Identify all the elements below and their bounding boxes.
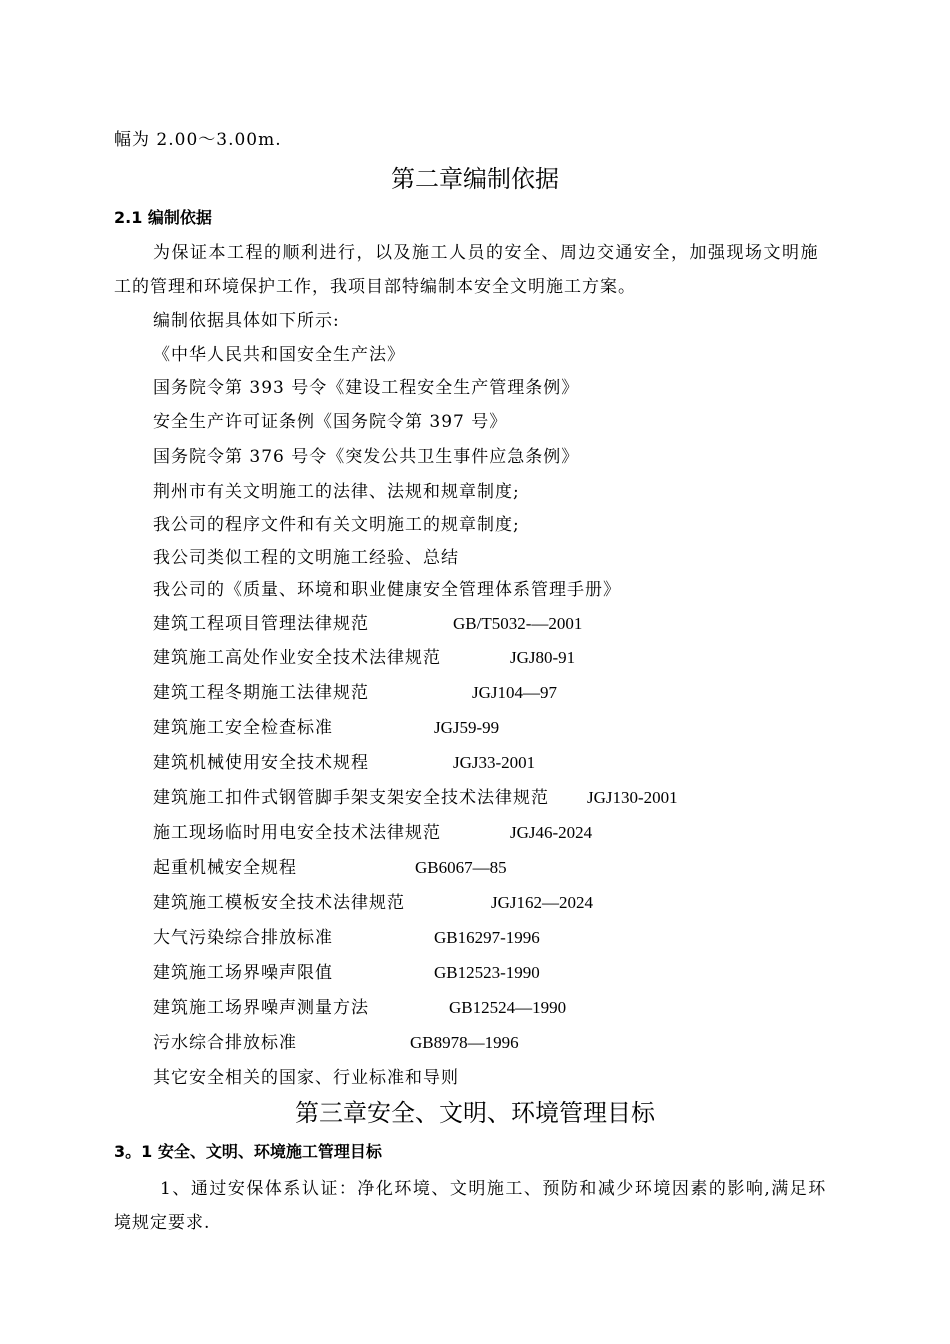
section-3-1-title: 3。1 安全、文明、环境施工管理目标 [114,1142,382,1161]
law-item: 《中华人民共和国安全生产法》 [153,345,405,365]
law-item: 我公司的程序文件和有关文明施工的规章制度; [153,515,520,535]
item-1-line-1: 1、通过安保体系认证：净化环境、文明施工、预防和减少环境因素的影响,满足环 [160,1179,827,1199]
standard-name: 建筑施工场界噪声限值 [153,963,333,983]
standard-name: 建筑机械使用安全技术规程 [153,753,369,773]
standard-name: 建筑施工高处作业安全技术法律规范 [153,648,441,668]
section-2-1-title: 2.1 编制依据 [114,208,212,227]
standard-code: JGJ46-2024 [510,823,593,842]
standard-name: 大气污染综合排放标准 [153,928,333,948]
item-1-line-2: 境规定要求. [114,1213,211,1233]
standard-name: 起重机械安全规程 [153,858,297,878]
standard-code: GB/T5032-—2001 [453,614,583,633]
intro-line: 幅为 2.00～3.00m. [114,130,282,150]
standard-code: GB12523-1990 [434,963,540,982]
standard-name: 施工现场临时用电安全技术法律规范 [153,823,441,843]
standard-code: JGJ162—2024 [491,893,594,912]
standard-code: GB6067—85 [415,858,507,877]
standard-name: 污水综合排放标准 [153,1033,297,1053]
standard-name: 建筑工程冬期施工法律规范 [153,683,369,703]
law-item: 国务院令第 376 号令《突发公共卫生事件应急条例》 [153,447,580,467]
standard-name: 建筑施工扣件式钢管脚手架支架安全技术法律规范 [153,788,549,808]
standard-code: GB12524—1990 [449,998,567,1017]
standard-code: JGJ33-2001 [453,753,536,772]
law-item: 安全生产许可证条例《国务院令第 397 号》 [153,412,508,432]
standard-code: JGJ104—97 [472,683,558,702]
law-item: 荆州市有关文明施工的法律、法规和规章制度; [153,482,520,502]
standard-name: 建筑工程项目管理法律规范 [153,614,369,634]
standard-code: JGJ80-91 [510,648,576,667]
law-item: 国务院令第 393 号令《建设工程安全生产管理条例》 [153,378,580,398]
law-item: 我公司的《质量、环境和职业健康安全管理体系管理手册》 [153,580,621,600]
chapter-3-title: 第三章安全、文明、环境管理目标 [295,1099,655,1127]
law-item: 我公司类似工程的文明施工经验、总结 [153,548,459,568]
standard-code: GB8978—1996 [410,1033,519,1052]
standard-name: 建筑施工场界噪声测量方法 [153,998,369,1018]
paragraph-line-1: 为保证本工程的顺利进行，以及施工人员的安全、周边交通安全，加强现场文明施 [153,243,819,263]
standard-code: JGJ130-2001 [587,788,678,807]
basis-intro: 编制依据具体如下所示: [153,311,340,331]
standard-code: GB16297-1996 [434,928,540,947]
chapter-2-title: 第二章编制依据 [391,165,559,193]
closing-line: 其它安全相关的国家、行业标准和导则 [153,1068,459,1088]
standard-code: JGJ59-99 [434,718,500,737]
paragraph-line-2: 工的管理和环境保护工作，我项目部特编制本安全文明施工方案。 [114,277,636,297]
standard-name: 建筑施工安全检查标准 [153,718,333,738]
standard-name: 建筑施工模板安全技术法律规范 [153,893,405,913]
